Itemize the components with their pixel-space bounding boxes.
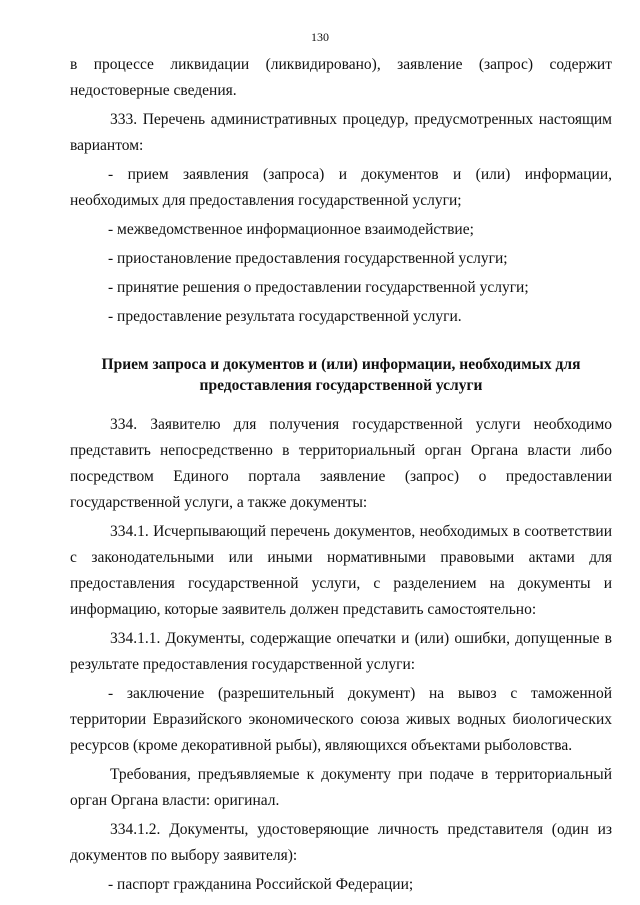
list-item: - заключение (разрешительный документ) на вывоз с таможенной территории Евразийского экономического союза живых водных биологических ресурсов (кроме декоративной рыбы), являющихся объектами рыболовства. <box>70 685 612 754</box>
list-item: - приостановление предоставления государственной услуги; <box>108 250 508 267</box>
list-item: - предоставление результата государственной услуги. <box>108 308 462 325</box>
list-item: - паспорт гражданина Российской Федерации; <box>108 876 414 893</box>
paragraph: 334.1. Исчерпывающий перечень документов, необходимых в соответствии с законодательными или иными нормативными правовыми актами для предоставления государственной услуги, с разделением на документы и информацию, которые заявитель должен представить самостоятельно: <box>70 523 612 618</box>
paragraph: 334.1.2. Документы, удостоверяющие личность представителя (один из документов по выбору заявителя): <box>70 821 612 864</box>
paragraph: 334.1.1. Документы, содержащие опечатки и (или) ошибки, допущенные в результате предоставления государственной услуги: <box>70 630 612 673</box>
list-item: - прием заявления (запроса) и документов и (или) информации, необходимых для предоставления государственной услуги; <box>70 166 612 209</box>
paragraph: Требования, предъявляемые к документу при подаче в территориальный орган Органа власти: оригинал. <box>70 766 612 809</box>
paragraph: в процессе ликвидации (ликвидировано), заявление (запрос) содержит недостоверные сведения. <box>70 56 612 99</box>
page-number: 130 <box>311 30 329 44</box>
list-item: - межведомственное информационное взаимодействие; <box>108 221 474 238</box>
paragraph: 334. Заявителю для получения государственной услуги необходимо представить непосредственно в территориальный орган Органа власти либо посредством Единого портала заявление (запрос) о предоставлении государственной услуги, а также документы: <box>70 416 612 511</box>
section-heading: Прием запроса и документов и (или) информации, необходимых для предоставления государственной услуги <box>101 356 581 394</box>
paragraph: 333. Перечень административных процедур, предусмотренных настоящим вариантом: <box>70 111 612 154</box>
list-item: - принятие решения о предоставлении государственной услуги; <box>108 279 529 296</box>
document-body <box>70 52 612 898</box>
